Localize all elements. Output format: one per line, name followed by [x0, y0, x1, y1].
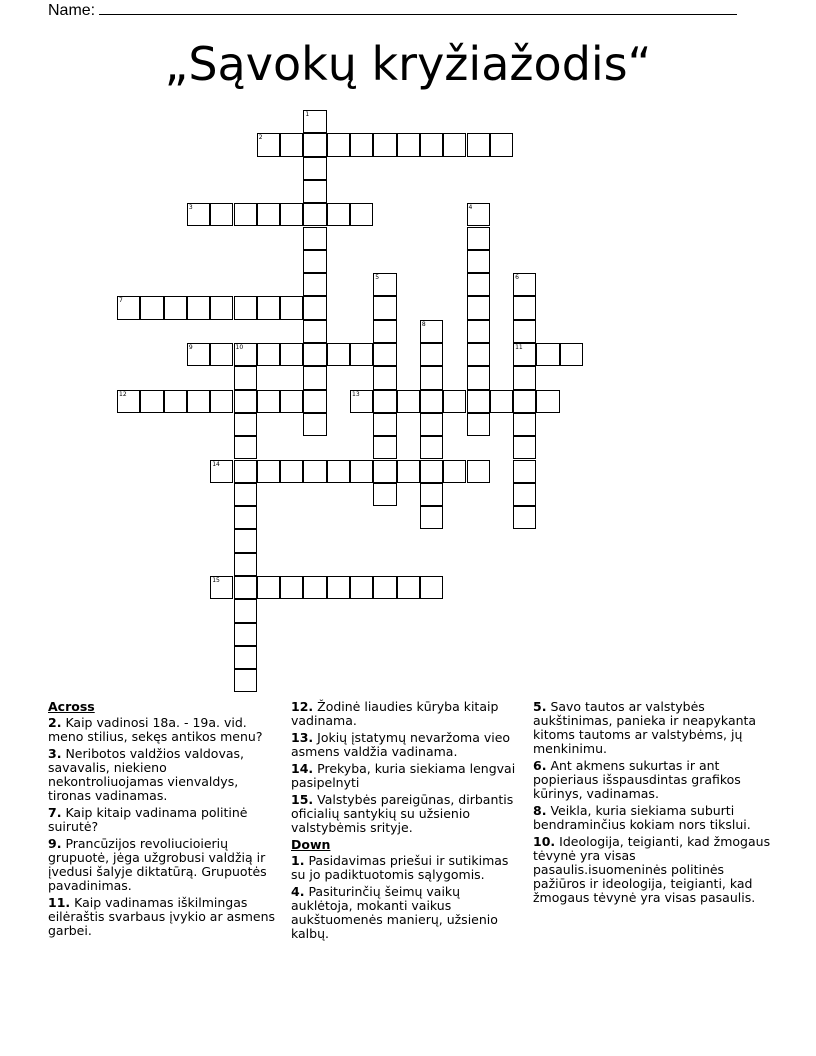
clue-number: 2	[258, 134, 263, 142]
crossword-cell	[303, 203, 326, 226]
crossword-cell	[303, 460, 326, 483]
crossword-cell	[234, 483, 257, 506]
crossword-cell	[327, 576, 350, 599]
crossword-cell	[303, 133, 326, 156]
crossword-cell	[210, 576, 233, 599]
crossword-cell	[234, 343, 257, 366]
clue-item: 6. Ant akmens sukurtas ir ant popieriaus išspausdintas grafikos kūrinys, vadinamas.	[533, 758, 741, 801]
clue-item: 14. Prekyba, kuria siekiama lengvai pasipelnyti	[291, 761, 516, 790]
crossword-cell	[467, 366, 490, 389]
clue-number: 1	[305, 111, 310, 118]
crossword-cell	[443, 133, 466, 156]
clues-column-2	[291, 700, 523, 944]
crossword-cell	[420, 436, 443, 459]
crossword-cell	[303, 273, 326, 296]
crossword-cell	[327, 343, 350, 366]
crossword-cell	[234, 203, 257, 226]
clue-number: 10	[235, 344, 244, 351]
crossword-cell	[420, 413, 443, 436]
crossword-cell	[303, 227, 326, 250]
crossword-cell	[560, 343, 583, 366]
clue-item: 1. Pasidavimas priešui ir sutikimas su jo padiktuotomis sąlygomis.	[291, 853, 509, 882]
crossword-cell	[350, 203, 373, 226]
clue-number: 4	[468, 204, 473, 212]
crossword-cell	[234, 623, 257, 646]
crossword-cell	[303, 250, 326, 273]
crossword-cell	[513, 320, 536, 343]
crossword-cell	[350, 460, 373, 483]
crossword-cell	[303, 320, 326, 343]
crossword-cell	[234, 390, 257, 413]
crossword-cell	[397, 390, 420, 413]
crossword-cell	[257, 460, 280, 483]
crossword-cell	[467, 133, 490, 156]
crossword-cell	[280, 460, 303, 483]
crossword-cell	[187, 343, 210, 366]
crossword-cell	[327, 133, 350, 156]
clue-item: 13. Jokių įstatymų nevaržoma vieo asmens valdžia vadinama.	[291, 730, 511, 759]
crossword-cell	[350, 390, 373, 413]
clue-number: 7	[119, 297, 123, 305]
crossword-cell	[210, 460, 233, 483]
crossword-cell	[164, 296, 187, 319]
crossword-cell	[234, 529, 257, 552]
crossword-cell	[140, 390, 163, 413]
clues-column-1	[48, 700, 280, 941]
crossword-cell	[420, 390, 443, 413]
crossword-cell	[373, 483, 396, 506]
crossword-cell	[164, 390, 187, 413]
crossword-cell	[303, 110, 326, 133]
clue-item: 11. Kaip vadinamas iškilmingas eilėraštis svarbaus įvykio ar asmens garbei.	[48, 895, 276, 938]
crossword-cell	[490, 133, 513, 156]
crossword-cell	[327, 203, 350, 226]
crossword-cell	[350, 133, 373, 156]
crossword-cell	[327, 460, 350, 483]
crossword-cell	[443, 390, 466, 413]
crossword-cell	[467, 413, 490, 436]
crossword-cell	[420, 483, 443, 506]
crossword-cell	[234, 576, 257, 599]
crossword-cell	[140, 296, 163, 319]
crossword-cell	[280, 576, 303, 599]
crossword-cell	[513, 390, 536, 413]
crossword-cell	[467, 273, 490, 296]
down-heading: Down	[291, 837, 331, 852]
crossword-cell	[303, 343, 326, 366]
crossword-cell	[257, 133, 280, 156]
crossword-cell	[257, 203, 280, 226]
clues-column-3	[533, 700, 773, 908]
crossword-cell	[420, 506, 443, 529]
crossword-cell	[303, 390, 326, 413]
crossword-cell	[280, 203, 303, 226]
crossword-cell	[280, 296, 303, 319]
crossword-cell	[234, 553, 257, 576]
crossword-cell	[373, 343, 396, 366]
crossword-cell	[350, 576, 373, 599]
crossword-cell	[280, 390, 303, 413]
clue-number: 12	[119, 390, 127, 398]
crossword-cell	[234, 413, 257, 436]
crossword-cell	[373, 576, 396, 599]
clue-item: 2. Kaip vadinosi 18a. - 19a. vid. meno stilius, sekęs antikos menu?	[48, 715, 263, 744]
clue-item: 5. Savo tautos ar valstybės aukštinimas, panieka ir neapykanta kitoms tautoms ar valstybėms, jų menkinimu.	[533, 699, 757, 756]
crossword-cell	[513, 506, 536, 529]
crossword-cell	[420, 133, 443, 156]
crossword-cell	[187, 390, 210, 413]
clue-item: 4. Pasiturinčių šeimų vaikų auklėtoja, mokanti vaikus aukštuomenės manierų, užsienio kalbų.	[291, 884, 498, 941]
crossword-cell	[420, 576, 443, 599]
clue-item: 9. Prancūzijos revoliucioierių grupuotė, jėga užgrobusi valdžią ir įvedusi šalyje diktatūrą. Grupuotės pavadinimas.	[48, 836, 267, 893]
crossword-cell	[373, 390, 396, 413]
crossword-cell	[373, 133, 396, 156]
crossword-cell	[373, 413, 396, 436]
crossword-cell	[373, 436, 396, 459]
crossword-cell	[373, 296, 396, 319]
clue-number: 3	[188, 204, 193, 212]
crossword-cell	[373, 320, 396, 343]
crossword-cell	[257, 296, 280, 319]
across-heading: Across	[48, 699, 95, 714]
crossword-cell	[350, 343, 373, 366]
clue-number: 13	[352, 390, 360, 398]
crossword-cell	[397, 576, 420, 599]
crossword-cell	[513, 343, 536, 366]
name-label: Name:	[48, 2, 96, 19]
crossword-cell	[257, 576, 280, 599]
crossword-cell	[513, 366, 536, 389]
crossword-cell	[373, 366, 396, 389]
crossword-cell	[257, 343, 280, 366]
crossword-cell	[536, 343, 559, 366]
crossword-cell	[234, 460, 257, 483]
crossword-cell	[397, 133, 420, 156]
crossword-cell	[397, 460, 420, 483]
crossword-cell	[234, 436, 257, 459]
crossword-cell	[210, 203, 233, 226]
crossword-cell	[467, 343, 490, 366]
clue-number: 5	[375, 274, 380, 282]
crossword-cell	[420, 320, 443, 343]
clue-item: 3. Neribotos valdžios valdovas, savavalis, niekieno nekontroliuojamas vienvaldys, tironas vadinamas.	[48, 746, 244, 803]
crossword-cell	[513, 296, 536, 319]
clue-number: 15	[212, 577, 220, 584]
crossword-cell	[234, 599, 257, 622]
clue-number: 9	[188, 344, 193, 351]
crossword-cell	[234, 506, 257, 529]
crossword-cell	[234, 296, 257, 319]
crossword-cell	[117, 390, 140, 413]
clue-item: 12. Žodinė liaudies kūryba kitaip vadinama.	[291, 699, 499, 728]
crossword-cell	[467, 460, 490, 483]
clue-number: 11	[515, 344, 523, 351]
clue-item: 8. Veikla, kuria siekiama suburti bendraminčius kokiam nors tikslui.	[533, 803, 751, 832]
crossword-cell	[210, 390, 233, 413]
crossword-cell	[234, 366, 257, 389]
crossword-cell	[420, 460, 443, 483]
clue-number: 8	[421, 320, 426, 328]
crossword-cell	[513, 460, 536, 483]
crossword-cell	[303, 296, 326, 319]
crossword-cell	[513, 436, 536, 459]
clue-number: 14	[212, 460, 220, 468]
crossword-cell	[303, 366, 326, 389]
crossword-cell	[513, 413, 536, 436]
crossword-cell	[467, 296, 490, 319]
crossword-cell	[234, 646, 257, 669]
crossword-cell	[303, 180, 326, 203]
crossword-cell	[490, 390, 513, 413]
crossword-cell	[420, 366, 443, 389]
page-title: „Sąvokų kryžiažodis“	[164, 37, 652, 91]
crossword-cell	[536, 390, 559, 413]
crossword-cell	[467, 227, 490, 250]
crossword-cell	[443, 460, 466, 483]
crossword-cell	[210, 343, 233, 366]
crossword-cell	[280, 343, 303, 366]
crossword-cell	[303, 413, 326, 436]
crossword-cell	[513, 273, 536, 296]
crossword-cell	[467, 203, 490, 226]
crossword-cell	[420, 343, 443, 366]
clue-number: 6	[515, 274, 519, 282]
crossword-cell	[280, 133, 303, 156]
crossword-cell	[373, 273, 396, 296]
crossword-cell	[467, 250, 490, 273]
clue-item: 10. Ideologija, teigianti, kad žmogaus tėvynė yra visas pasaulis.isuomeninės politinės pažiūros ir ideologija, teigianti, kad žmogaus tėvynė yra visas pasaulis.	[533, 834, 771, 905]
crossword-cell	[257, 390, 280, 413]
crossword-cell	[234, 669, 257, 692]
clue-item: 7. Kaip kitaip vadinama politinė suirutė?	[48, 805, 248, 834]
crossword-cell	[303, 576, 326, 599]
crossword-cell	[513, 483, 536, 506]
crossword-cell	[467, 390, 490, 413]
clue-item: 15. Valstybės pareigūnas, dirbantis oficialių santykių su užsienio valstybėmis srityje.	[291, 792, 514, 835]
crossword-cell	[467, 320, 490, 343]
crossword-cell	[117, 296, 140, 319]
crossword-cell	[210, 296, 233, 319]
crossword-cell	[187, 203, 210, 226]
crossword-cell	[187, 296, 210, 319]
crossword-cell	[373, 460, 396, 483]
crossword-cell	[303, 157, 326, 180]
